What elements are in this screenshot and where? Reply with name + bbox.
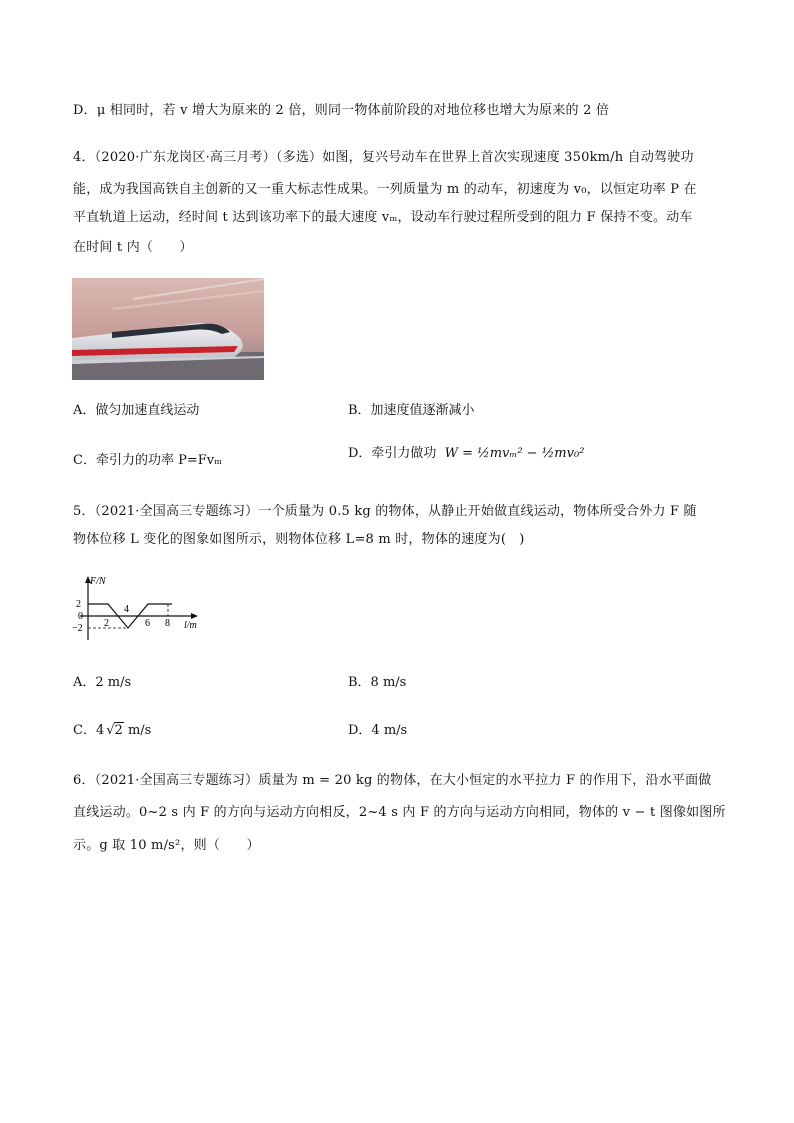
q4-option-a: A．做匀加速直线运动 — [73, 403, 200, 418]
q5-option-d: D．4 m/s — [348, 723, 408, 738]
q3-option-d: D．μ 相同时，若 v 增大为原来的 2 倍，则同一物体前阶段的对地位移也增大为原来的 2 倍 — [73, 103, 610, 118]
q5-option-c-root: 2 — [114, 723, 123, 738]
q4-option-d-prefix: D．牵引力做功 — [348, 446, 437, 461]
q5-option-c-prefix: C．4 — [73, 723, 105, 738]
q4-stem-line-4: 在时间 t 内（ ） — [73, 240, 193, 255]
graph-y-tick-2: 2 — [76, 599, 81, 610]
q4-option-c: C．牵引力的功率 P=Fvₘ — [73, 453, 223, 468]
graph-y-tick-0: 0 — [78, 611, 83, 622]
graph-y-tick-neg2: −2 — [72, 623, 83, 634]
q5-option-c-unit: m/s — [127, 723, 152, 738]
q4-stem-line-3: 平直轨道上运动，经时间 t 达到该功率下的最大速度 vₘ，设动车行驶过程所受到的阻力 F 保持不变。动车 — [73, 210, 693, 225]
graph-x-tick-6: 6 — [145, 618, 150, 629]
graph-x-tick-2: 2 — [104, 618, 109, 629]
q6-stem-line-2: 直线运动。0~2 s 内 F 的方向与运动方向相反，2~4 s 内 F 的方向与运动方向相同，物体的 v − t 图像如图所 — [73, 805, 726, 820]
q4-option-d-formula: W = ½mvₘ² − ½mv₀² — [444, 446, 585, 461]
force-displacement-graph — [72, 574, 212, 644]
q4-stem-line-1: 4．（2020·广东龙岗区·高三月考）（多选）如图，复兴号动车在世界上首次实现速度 350km/h 自动驾驶功 — [73, 150, 694, 165]
graph-x-tick-4: 4 — [124, 604, 129, 615]
q6-stem-line-1: 6．（2021·全国高三专题练习）质量为 m = 20 kg 的物体，在大小恒定的水平拉力 F 的作用下，沿水平面做 — [73, 773, 712, 788]
q5-option-b: B．8 m/s — [348, 675, 407, 690]
q5-option-a: A．2 m/s — [73, 675, 132, 690]
graph-x-axis-label: l/m — [184, 620, 197, 631]
q4-option-d — [348, 444, 584, 465]
q6-stem-line-3: 示。g 取 10 m/s²，则（ ） — [73, 838, 260, 853]
q5-stem-line-1: 5．（2021·全国高三专题练习）一个质量为 0.5 kg 的物体，从静止开始做直线运动，物体所受合外力 F 随 — [73, 504, 697, 519]
high-speed-train-image — [72, 278, 264, 380]
q5-stem-line-2: 物体位移 L 变化的图象如图所示，则物体位移 L=8 m 时，物体的速度为( ) — [73, 532, 525, 547]
q4-stem-line-2: 能，成为我国高铁自主创新的又一重大标志性成果。一列质量为 m 的动车，初速度为 v₀，以恒定功率 P 在 — [73, 182, 697, 197]
graph-y-axis-label: F/N — [90, 576, 106, 587]
graph-x-tick-8: 8 — [165, 618, 170, 629]
q4-option-b: B．加速度值逐渐减小 — [348, 403, 475, 418]
q5-option-c: C．4 √2 m/s — [73, 723, 152, 738]
